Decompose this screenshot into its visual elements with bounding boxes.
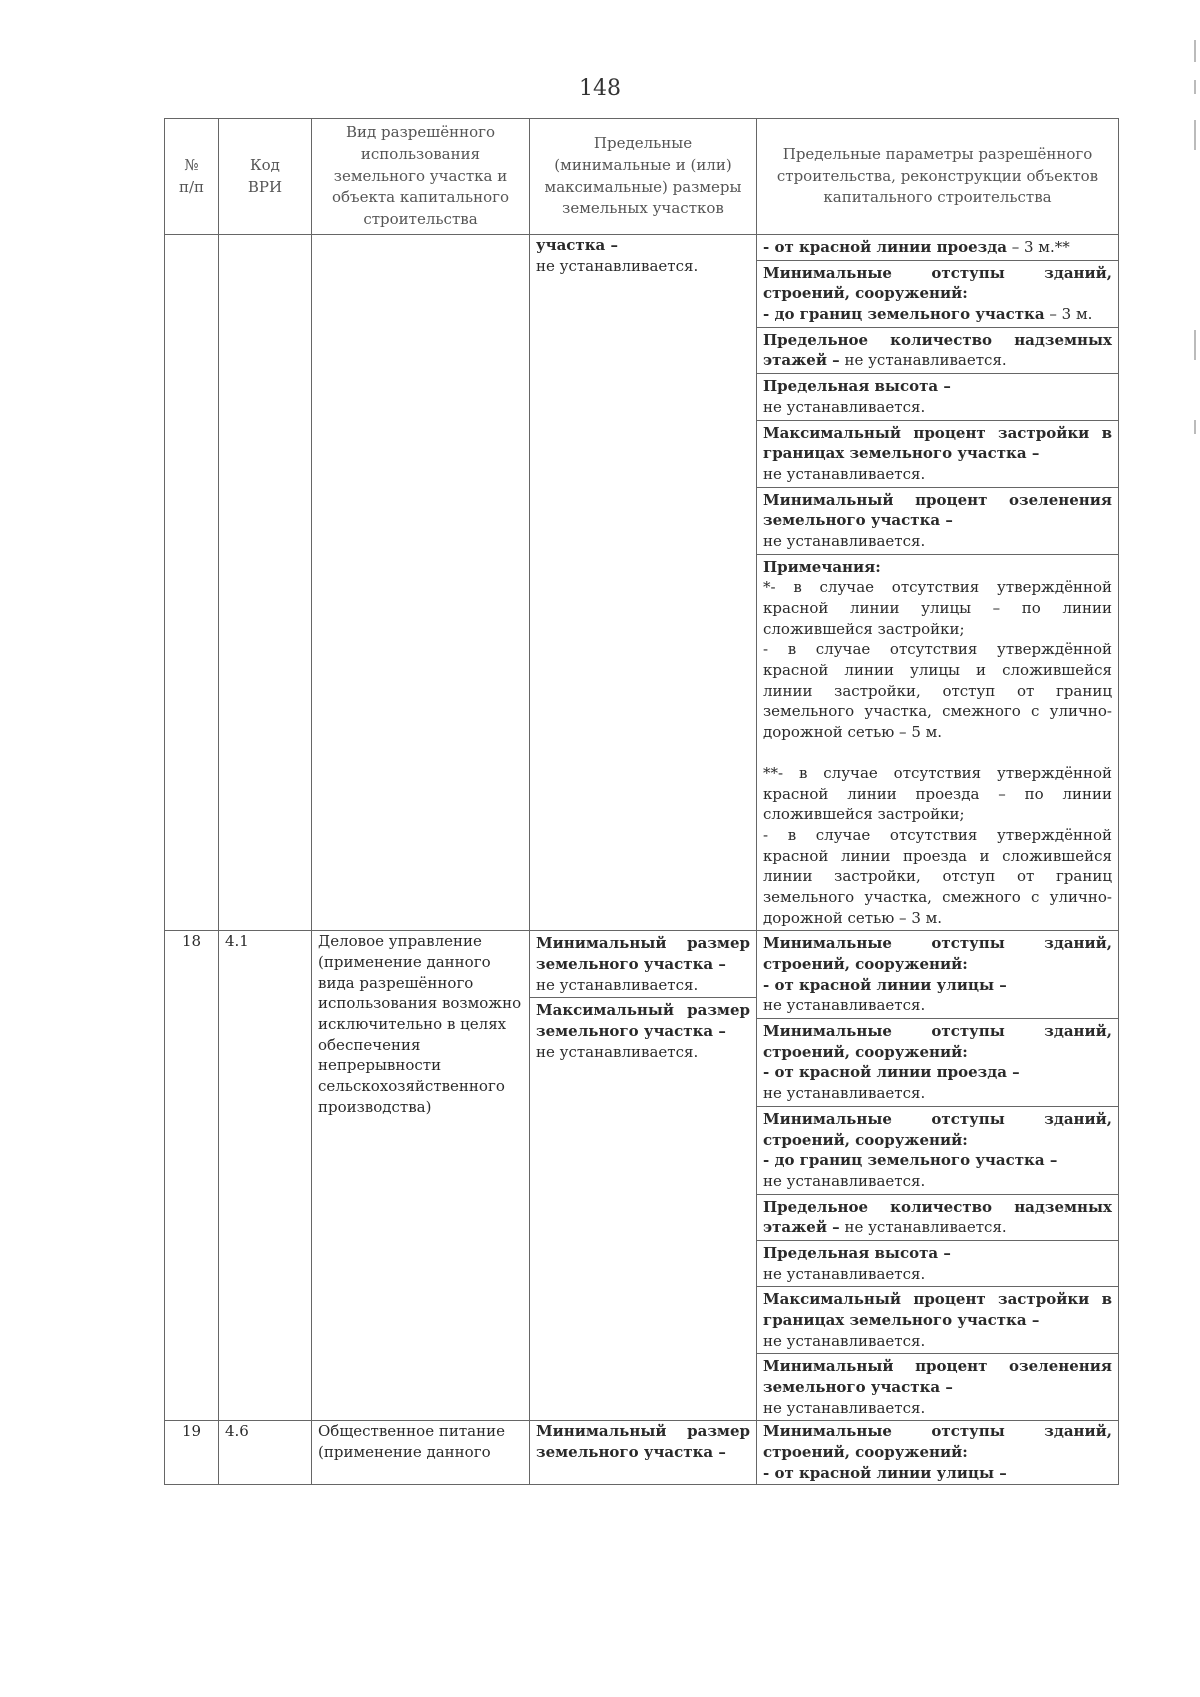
scan-edge-mark xyxy=(1194,40,1196,62)
scan-edge-mark xyxy=(1194,420,1196,434)
param-block: - от красной линии проезда – 3 м.** xyxy=(763,238,1070,256)
cell-code xyxy=(219,235,312,931)
note-item: - в случае отсутствия утверждённой красной линии проезда и сложившейся линии застройки, отступ от границ земельного участка, смежного с улично-дорожной сетью – 3 м. xyxy=(763,825,1112,927)
scan-edge-mark xyxy=(1194,120,1196,150)
cell-code: 4.6 xyxy=(219,1421,312,1484)
header-plot-sizes: Предельные (минимальные и (или) максимальные) размеры земельных участков xyxy=(530,119,757,235)
cell-plot-sizes xyxy=(530,235,757,931)
param-block: Минимальный процент озеленения земельного участка – не устанавливается. xyxy=(757,487,1118,554)
scan-edge-mark xyxy=(1194,80,1196,94)
cell-build-params xyxy=(757,931,1119,1421)
scan-edge-mark xyxy=(1194,330,1196,360)
header-code: Код ВРИ xyxy=(219,119,312,235)
header-build-params: Предельные параметры разрешённого строительства, реконструкции объектов капитального строительства xyxy=(757,119,1119,235)
sizes-label: участка – xyxy=(536,236,619,254)
param-block: Предельная высота – не устанавливается. xyxy=(757,1240,1118,1286)
note-item: *- в случае отсутствия утверждённой красной линии улицы – по линии сложившейся застройки; xyxy=(763,578,1112,638)
cell-use-type: Деловое управление (применение данного вида разрешённого использования возможно исключительно в целях обеспечения непрерывности сельскохозяйственного производства) xyxy=(312,931,530,1421)
sizes-value: не устанавливается. xyxy=(536,256,699,275)
header-num: № п/п xyxy=(165,119,219,235)
cell-num xyxy=(165,235,219,931)
cell-code: 4.1 xyxy=(219,931,312,1421)
param-block: Минимальный процент озеленения земельного участка – не устанавливается. xyxy=(757,1353,1118,1420)
param-block: Минимальные отступы зданий, строений, сооружений: - от красной линии проезда – не устанавливается. xyxy=(757,1018,1118,1106)
table-row-continuation xyxy=(165,235,1119,931)
param-block: Максимальный процент застройки в границах земельного участка – не устанавливается. xyxy=(757,1286,1118,1353)
cell-build-params: Минимальные отступы зданий, строений, сооружений: - от красной линии улицы – xyxy=(757,1421,1119,1484)
param-block: Предельное количество надземных этажей – не устанавливается. xyxy=(757,1194,1118,1240)
cell-plot-sizes: Минимальный размер земельного участка – xyxy=(530,1421,757,1484)
table-row-18 xyxy=(165,931,1119,1421)
note-item: **- в случае отсутствия утверждённой красной линии проезда – по линии сложившейся застройки; xyxy=(763,763,1112,824)
cell-num: 19 xyxy=(165,1421,219,1484)
table-row-19 xyxy=(165,1421,1119,1484)
param-block: Минимальные отступы зданий, строений, сооружений: - до границ земельного участка – 3 м. xyxy=(757,260,1118,327)
page-number: 148 xyxy=(579,76,621,101)
cell-num: 18 xyxy=(165,931,219,1421)
cell-use-type: Общественное питание (применение данного xyxy=(312,1421,530,1484)
note-spacer xyxy=(763,743,1112,763)
cell-plot-sizes xyxy=(530,931,757,1421)
cell-use-type xyxy=(312,235,530,931)
param-block: Предельное количество надземных этажей – не устанавливается. xyxy=(757,327,1118,373)
notes-block xyxy=(757,554,1118,931)
regulations-table xyxy=(164,118,1119,1485)
notes-title: Примечания: xyxy=(763,557,881,576)
note-item: - в случае отсутствия утверждённой красной линии улицы и сложившейся линии застройки, отступ от границ земельного участка, смежного с улично-дорожной сетью – 5 м. xyxy=(763,640,1112,742)
param-block: Минимальные отступы зданий, строений, сооружений: - до границ земельного участка – не устанавливается. xyxy=(757,1106,1118,1194)
param-block: Максимальный процент застройки в границах земельного участка – не устанавливается. xyxy=(757,420,1118,487)
param-block: Предельная высота – не устанавливается. xyxy=(757,373,1118,419)
size-block: Минимальный размер земельного участка – не устанавливается. xyxy=(536,934,750,994)
cell-build-params xyxy=(757,235,1119,931)
table-header-row xyxy=(165,119,1119,235)
size-block: Максимальный размер земельного участка – не устанавливается. xyxy=(530,997,756,1064)
param-block: Минимальные отступы зданий, строений, сооружений: - от красной линии улицы – не устанавливается. xyxy=(763,934,1112,1015)
header-use-type: Вид разрешённого использования земельного участка и объекта капитального строительства xyxy=(312,119,530,235)
